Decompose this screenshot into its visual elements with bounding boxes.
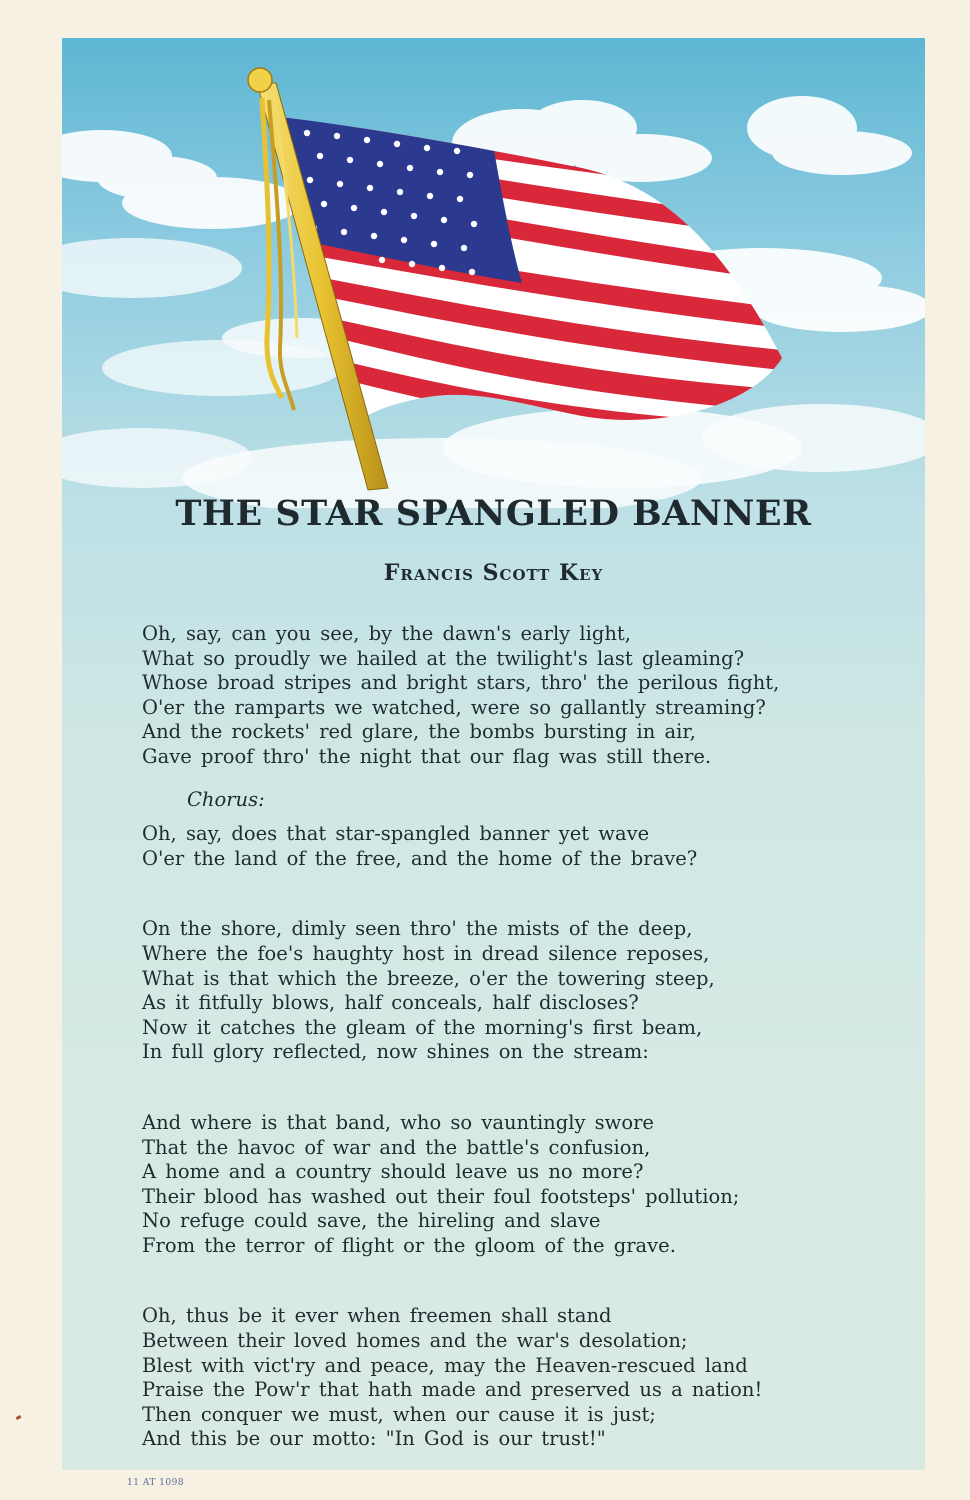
lyric-line: And this be our motto: "In God is our trust!" [142,1427,606,1451]
lyric-line: O'er the ramparts we watched, were so gallantly streaming? [142,695,766,719]
stanza-2 [142,917,912,1065]
lyric-line: Between their loved homes and the war's desolation; [142,1329,688,1353]
chorus-label: Chorus: [187,787,265,811]
print-code: 11 AT 1098 [127,1478,185,1488]
lyric-line: A home and a country should leave us no more? [142,1160,644,1184]
lyric-line: And where is that band, who so vauntingly swore [142,1110,654,1134]
lyrics [142,622,912,1452]
flag-illustration [62,38,925,508]
lyric-line: Now it catches the gleam of the morning's first beam, [142,1015,703,1039]
chorus-line: O'er the land of the free, and the home of the brave? [142,846,698,870]
lyric-line: That the havoc of war and the battle's confusion, [142,1135,651,1159]
lyric-line: Blest with vict'ry and peace, may the Heaven-rescued land [142,1353,748,1377]
lyric-line: In full glory reflected, now shines on the stream: [142,1040,649,1064]
lyric-line: And the rockets' red glare, the bombs bursting in air, [142,720,696,744]
ink-speck [16,1415,22,1420]
lyric-line: Where the foe's haughty host in dread silence reposes, [142,941,710,965]
author-name: Francis Scott Key [383,560,604,586]
lyric-line: Then conquer we must, when our cause it is just; [142,1402,656,1426]
lyric-line: No refuge could save, the hireling and slave [142,1209,601,1233]
lyric-line: Oh, thus be it ever when freemen shall stand [142,1304,612,1328]
lyric-line: As it fitfully blows, half conceals, half discloses? [142,991,639,1015]
lyric-line: What is that which the breeze, o'er the towering steep, [142,966,715,990]
chorus-line: Oh, say, does that star-spangled banner yet wave [142,822,650,846]
chorus [142,822,912,871]
page-title: THE STAR SPANGLED BANNER [175,493,812,534]
lyric-line: On the shore, dimly seen thro' the mists of the deep, [142,917,693,941]
stanza-4 [142,1304,912,1452]
stanza-3 [142,1111,912,1259]
lyric-line: From the terror of flight or the gloom of the grave. [142,1233,676,1257]
postcard [62,38,925,1470]
lyric-line: Oh, say, can you see, by the dawn's early light, [142,622,631,645]
lyric-line: What so proudly we hailed at the twilight's last gleaming? [142,646,745,670]
lyric-line: Gave proof thro' the night that our flag was still there. [142,744,712,768]
lyric-line: Whose broad stripes and bright stars, thro' the perilous fight, [142,671,780,695]
lyric-line: Praise the Pow'r that hath made and preserved us a nation! [142,1378,763,1402]
stanza-1 [142,622,912,770]
lyric-line: Their blood has washed out their foul footsteps' pollution; [142,1184,740,1208]
